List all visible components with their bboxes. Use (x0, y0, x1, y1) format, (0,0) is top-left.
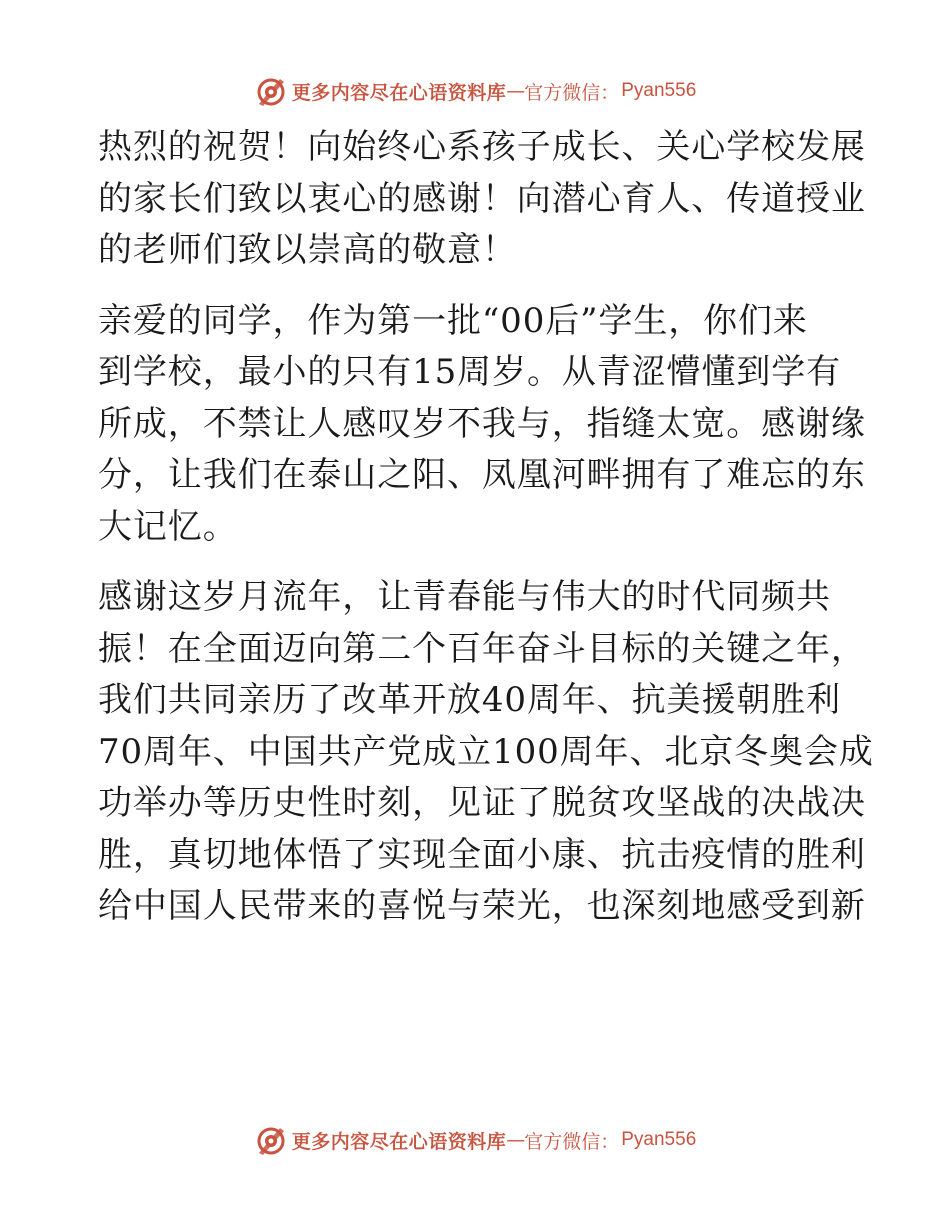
text-line: 的老师们致以崇高的敬意！ (98, 230, 517, 270)
text-line: 给中国人民带来的喜悦与荣光，也深刻地感受到新 (98, 886, 866, 926)
banner-dash: — (506, 1129, 525, 1151)
text-line: 胜，真切地体悟了实现全面小康、抗击疫情的胜利 (98, 834, 866, 875)
wechat-id: Pyan556 (621, 1129, 697, 1150)
pen-circle-logo-icon (254, 1123, 288, 1157)
text-line: 亲爱的同学，作为第一批“00后”学生，你们来 (98, 300, 808, 341)
text-line: 振！在全面迈向第二个百年奋斗目标的关键之年， (98, 628, 866, 669)
paragraph-1 (98, 122, 866, 277)
text-line: 到学校，最小的只有15周岁。从青涩懵懂到学有 (98, 352, 842, 392)
wechat-id: Pyan556 (621, 80, 697, 101)
text-line: 感谢这岁月流年，让青春能与伟大的时代同频共 (98, 577, 831, 617)
wechat-label: 官方微信： (524, 1130, 620, 1153)
text-line: 我们共同亲历了改革开放40周年、抗美援朝胜利 (98, 680, 842, 720)
promo-text: 更多内容尽在心语资料库 (291, 1130, 507, 1153)
wechat-label: 官方微信： (524, 81, 620, 104)
document-body (98, 122, 874, 933)
header-banner (0, 71, 950, 111)
pen-circle-logo-icon (254, 74, 288, 108)
text-line: 分，让我们在泰山之阳、凤凰河畔拥有了难忘的东 (98, 455, 866, 495)
promo-text: 更多内容尽在心语资料库 (291, 81, 507, 104)
text-line: 功举办等历史性时刻，见证了脱贫攻坚战的决战决 (98, 783, 866, 823)
text-line: 热烈的祝贺！向始终心系孩子成长、关心学校发展 (98, 127, 866, 167)
footer-banner (0, 1120, 950, 1160)
text-line: 大记忆。 (98, 506, 238, 547)
text-line: 70周年、中国共产党成立100周年、北京冬奥会成 (98, 731, 874, 772)
banner-dash: — (506, 80, 525, 102)
paragraph-2 (98, 296, 866, 554)
text-line: 所成，不禁让人感叹岁不我与，指缝太宽。感谢缘 (98, 403, 866, 444)
paragraph-3 (98, 572, 874, 933)
text-line: 的家长们致以衷心的感谢！向潜心育人、传道授业 (98, 178, 866, 219)
